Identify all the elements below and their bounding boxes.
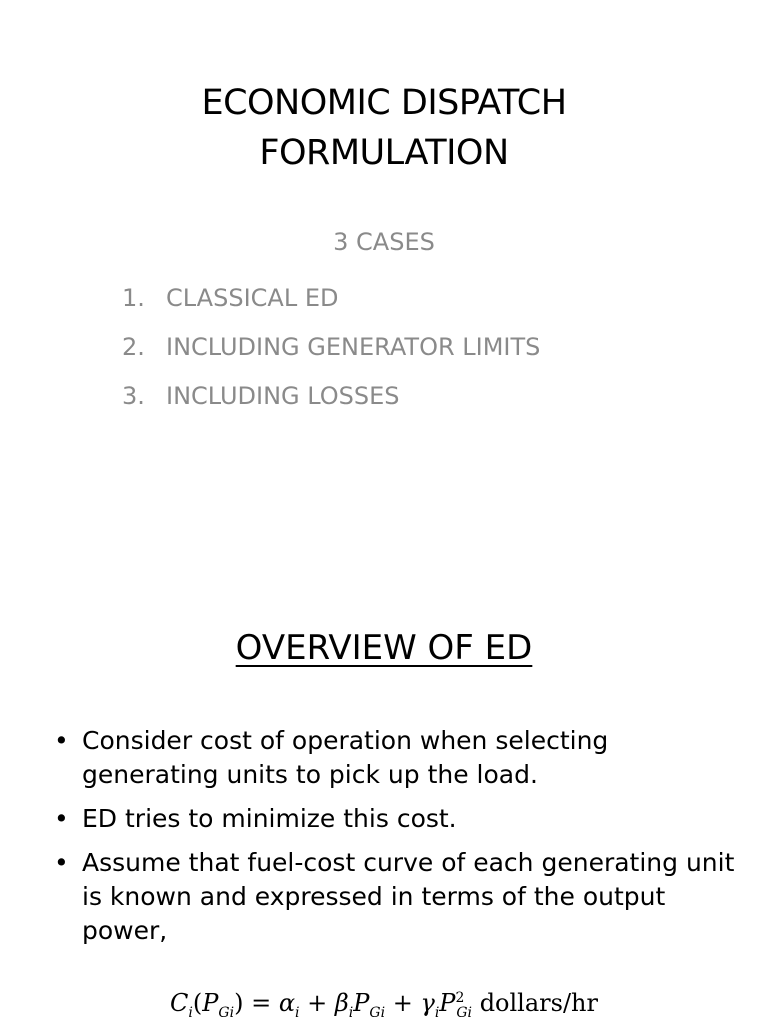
case-number: 1. [122, 284, 145, 312]
case-item-losses [122, 372, 540, 421]
slide-subtitle: 3 CASES [333, 228, 435, 256]
bullet-item [54, 802, 744, 836]
case-label: INCLUDING LOSSES [166, 382, 400, 410]
bullet-text: Consider cost of operation when selecting generating units to pick up the load. [82, 726, 609, 789]
case-label: INCLUDING GENERATOR LIMITS [166, 333, 541, 361]
slide-title [0, 78, 768, 178]
bullet-list [54, 724, 744, 958]
case-label: CLASSICAL ED [166, 284, 339, 312]
title-line-2: FORMULATION [259, 133, 509, 173]
bullet-text: Assume that fuel-cost curve of each generating unit is known and expressed in terms of the output power, [82, 848, 735, 945]
bullet-icon: • [54, 804, 69, 833]
slide-title: OVERVIEW OF ED [235, 628, 533, 668]
title-line-1: ECONOMIC DISPATCH [201, 83, 567, 123]
case-number: 3. [122, 382, 145, 410]
fuel-cost-equation [0, 982, 768, 1029]
case-list [122, 274, 540, 421]
bullet-item [54, 846, 744, 948]
case-item-generator-limits [122, 323, 540, 372]
bullet-text: ED tries to minimize this cost. [82, 804, 457, 833]
equation-expression: $C_i(P_{Gi}) = \alpha_i + \beta_iP_{Gi} + \gamma_iP^2_{Gi}$ [170, 989, 473, 1021]
slide-overview-of-ed [0, 512, 768, 1024]
slide-economic-dispatch-formulation [0, 0, 768, 512]
case-item-classical [122, 274, 540, 323]
bullet-item [54, 724, 744, 792]
bullet-icon: • [54, 848, 69, 877]
case-number: 2. [122, 333, 145, 361]
equation-units: dollars/hr [479, 989, 598, 1017]
bullet-icon: • [54, 726, 69, 755]
